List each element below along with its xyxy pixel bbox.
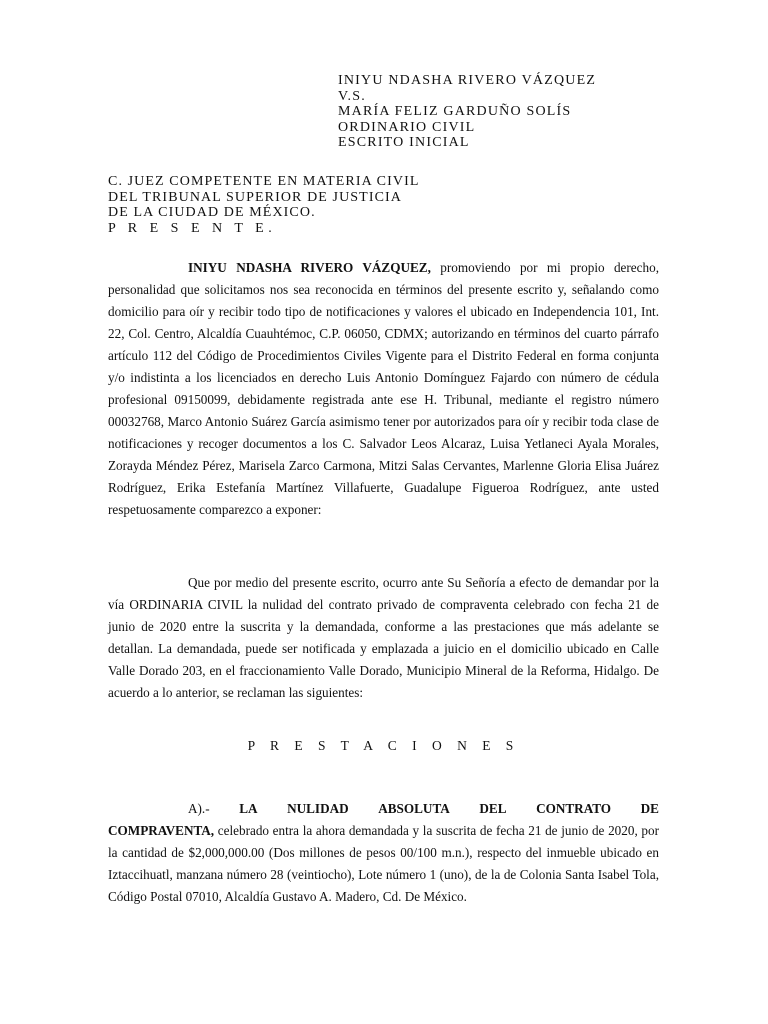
prestacion-a-title-line bbox=[108, 798, 659, 820]
intro-paragraph bbox=[108, 257, 659, 521]
case-caption bbox=[338, 73, 596, 151]
claim-paragraph bbox=[108, 572, 659, 704]
title-word-6: DE bbox=[640, 801, 659, 816]
claim-text: Que por medio del presente escrito, ocurro ante Su Señoría a efecto de demandar por la vía ORDINARIA CIVIL la nulidad del contrato privado de compraventa celebrado con fecha 21 de junio de 2020 entre la suscrita y la demandada, conforme a las prestaciones que más adelante se detallan. La demandada, puede ser notificada y emplazada a juicio en el domicilio ubicado en Calle Valle Dorado 203, en el fraccionamiento Valle Dorado, Municipio Mineral de la Reforma, Hidalgo. De acuerdo a lo anterior, se reclaman las siguientes: bbox=[108, 575, 659, 700]
addressee-presente: P R E S E N T E. bbox=[108, 220, 277, 236]
caption-document-type: ESCRITO INICIAL bbox=[338, 135, 470, 150]
title-word-3: ABSOLUTA bbox=[378, 801, 450, 816]
caption-versus: V.S. bbox=[338, 88, 366, 104]
addressee-block bbox=[108, 174, 420, 236]
plaintiff-name: INIYU NDASHA RIVERO VÁZQUEZ, bbox=[188, 260, 431, 275]
caption-defendant: MARÍA FELIZ GARDUÑO SOLÍS bbox=[338, 104, 572, 119]
title-word-1: LA bbox=[239, 801, 258, 816]
prestacion-a-text: celebrado entra la ahora demandada y la suscrita de fecha 21 de junio de 2020, por la cantidad de $2,000,000.00 (Dos millones de pesos 00/100 m.n.), respecto del inmueble ubicado en Iztaccihuatl, manzana número 28 (veintiocho), Lote número 1 (uno), de la de Colonia Santa Isabel Tola, Código Postal 07010, Alcaldía Gustavo A. Madero, Cd. De México. bbox=[108, 823, 659, 904]
caption-actor: INIYU NDASHA RIVERO VÁZQUEZ bbox=[338, 73, 597, 88]
prestaciones-heading: P R E S T A C I O N E S bbox=[247, 738, 520, 753]
addressee-line-2: DEL TRIBUNAL SUPERIOR DE JUSTICIA bbox=[108, 189, 403, 205]
caption-trial-type: ORDINARIO CIVIL bbox=[338, 119, 476, 135]
intro-text: promoviendo por mi propio derecho, personalidad que solicitamos nos sea reconocida en términos del presente escrito y, señalando como domicilio para oír y recibir todo tipo de notificaciones y valores el ubicado en Independencia 101, Int. 22, Col. Centro, Alcaldía Cuauhtémoc, C.P. 06050, CDMX; autorizando en términos del cuarto párrafo artículo 112 del Código de Procedimientos Civiles Vigente para el Distrito Federal en forma conjunta y/o indistinta a los licenciados en derecho Luis Antonio Domínguez Fajardo con número de cédula profesional 09150099, debidamente registrada ante ese H. Tribunal, mediante el registro número 00032768, Marco Antonio Suárez García asimismo tener por autorizados para oír y recibir toda clase de notificaciones y recoger documentos a los C. Salvador Leos Alcaraz, Luisa Yetlaneci Ayala Morales, Zorayda Méndez Pérez, Marisela Zarco Carmona, Mitzi Salas Cervantes, Marlenne Gloria Elisa Juárez Rodríguez, Erika Estefanía Martínez Villafuerte, Guadalupe Figueroa Rodríguez, ante usted respetuosamente comparezco a exponer: bbox=[108, 260, 659, 517]
prestacion-a-marker: A).- bbox=[188, 801, 210, 816]
title-word-4: DEL bbox=[479, 801, 507, 816]
addressee-line-3: DE LA CIUDAD DE MÉXICO. bbox=[108, 205, 316, 220]
prestacion-a-body bbox=[108, 820, 659, 908]
prestacion-a bbox=[108, 798, 659, 908]
title-word-2: NULIDAD bbox=[287, 801, 349, 816]
addressee-line-1: C. JUEZ COMPETENTE EN MATERIA CIVIL bbox=[108, 174, 420, 189]
title-word-5: CONTRATO bbox=[536, 801, 612, 816]
prestacion-a-bold-cont: COMPRAVENTA, bbox=[108, 823, 215, 838]
